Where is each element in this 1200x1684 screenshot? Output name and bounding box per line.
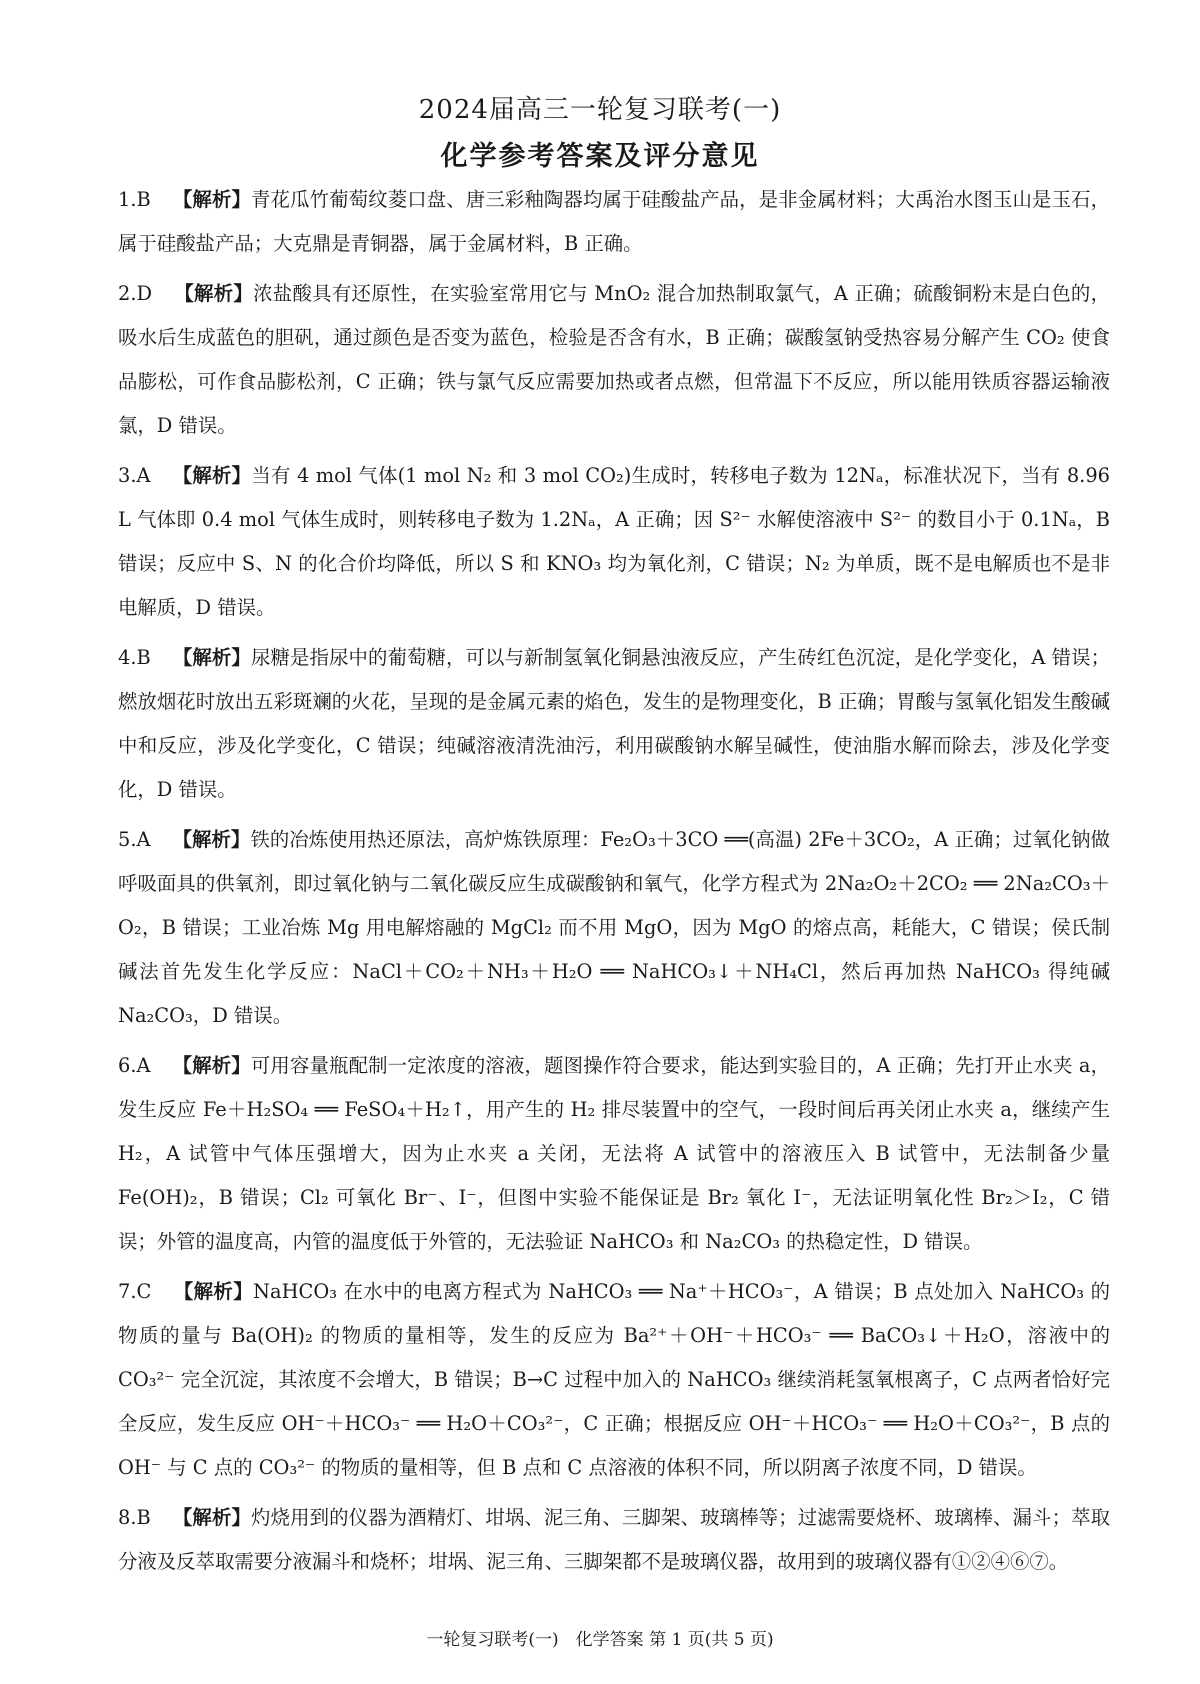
answer-item-6	[118, 1044, 1110, 1264]
answer-number: 1.B	[118, 188, 151, 211]
answer-list	[118, 178, 1110, 1584]
analysis-keyword: 【解析】	[172, 646, 251, 669]
answer-explanation: 灼烧用到的仪器为酒精灯、坩埚、泥三角、三脚架、玻璃棒等；过滤需要烧杯、玻璃棒、漏斗；萃取分液及反萃取需要分液漏斗和烧杯；坩埚、泥三角、三脚架都不是玻璃仪器，故用到的玻璃仪器有①②④⑥⑦。	[118, 1506, 1111, 1573]
answer-number: 5.A	[118, 828, 151, 851]
answer-explanation: 尿糖是指尿中的葡萄糖，可以与新制氢氧化铜悬浊液反应，产生砖红色沉淀，是化学变化，A 错误；燃放烟花时放出五彩斑斓的火花，呈现的是金属元素的焰色，发生的是物理变化，B 正确；胃酸与氢氧化铝发生酸碱中和反应，涉及化学变化，C 错误；纯碱溶液清洗油污，利用碳酸钠水解呈碱性，使油脂水解而除去，涉及化学变化，D 错误。	[118, 646, 1111, 801]
answer-number: 7.C	[118, 1280, 152, 1303]
answer-explanation: 浓盐酸具有还原性，在实验室常用它与 MnO₂ 混合加热制取氯气，A 正确；硫酸铜粉末是白色的，吸水后生成蓝色的胆矾，通过颜色是否变为蓝色，检验是否含有水，B 正确；碳酸氢钠受热容易分解产生 CO₂ 使食品膨松，可作食品膨松剂，C 正确；铁与氯气反应需要加热或者点燃，但常温下不反应，所以能用铁质容器运输液氯，D 错误。	[118, 282, 1110, 437]
answer-item-1	[118, 178, 1110, 266]
answer-number: 3.A	[118, 464, 151, 487]
answer-number: 2.D	[118, 282, 153, 305]
answer-key-heading: 化学参考答案及评分意见	[440, 141, 760, 172]
answer-explanation: 青花瓜竹葡萄纹菱口盘、唐三彩釉陶器均属于硅酸盐产品，是非金属材料；大禹治水图玉山是玉石，属于硅酸盐产品；大克鼎是青铜器，属于金属材料，B 正确。	[118, 188, 1111, 255]
answer-explanation: 当有 4 mol 气体(1 mol N₂ 和 3 mol CO₂)生成时，转移电子数为 12Nₐ，标准状况下，当有 8.96 L 气体即 0.4 mol 气体生成时，则转移电子数为 1.2Nₐ，A 正确；因 S²⁻ 水解使溶液中 S²⁻ 的数目小于 0.1Nₐ，B 错误；反应中 S、N 的化合价均降低，所以 S 和 KNO₃ 均为氧化剂，C 错误；N₂ 为单质，既不是电解质也不是非电解质，D 错误。	[118, 464, 1111, 619]
answer-explanation: 铁的冶炼使用热还原法，高炉炼铁原理：Fe₂O₃＋3CO ══(高温) 2Fe＋3CO₂，A 正确；过氧化钠做呼吸面具的供氧剂，即过氧化钠与二氧化碳反应生成碳酸钠和氧气，化学方程式为 2Na₂O₂＋2CO₂ ══ 2Na₂CO₃＋O₂，B 错误；工业冶炼 Mg 用电解熔融的 MgCl₂ 而不用 MgO，因为 MgO 的熔点高，耗能大，C 错误；侯氏制碱法首先发生化学反应：NaCl＋CO₂＋NH₃＋H₂O ══ NaHCO₃↓＋NH₄Cl，然后再加热 NaHCO₃ 得纯碱 Na₂CO₃，D 错误。	[118, 828, 1111, 1027]
answer-item-2	[118, 272, 1110, 448]
analysis-keyword: 【解析】	[172, 1054, 251, 1077]
analysis-keyword: 【解析】	[172, 464, 252, 487]
answer-item-3	[118, 454, 1110, 630]
answer-number: 8.B	[118, 1506, 151, 1529]
analysis-keyword: 【解析】	[173, 1280, 254, 1303]
analysis-keyword: 【解析】	[174, 282, 254, 305]
analysis-keyword: 【解析】	[172, 188, 252, 211]
answer-item-4	[118, 636, 1110, 812]
page-footer: 一轮复习联考(一) 化学答案 第 1 页(共 5 页)	[426, 1630, 774, 1650]
answer-item-8	[118, 1496, 1110, 1584]
analysis-keyword: 【解析】	[172, 1506, 252, 1529]
answer-number: 6.A	[118, 1054, 151, 1077]
answer-number: 4.B	[118, 646, 151, 669]
exam-title: 2024届高三一轮复习联考(一)	[418, 95, 782, 125]
answer-item-7	[118, 1270, 1110, 1490]
answer-explanation: NaHCO₃ 在水中的电离方程式为 NaHCO₃ ══ Na⁺＋HCO₃⁻，A 错误；B 点处加入 NaHCO₃ 的物质的量与 Ba(OH)₂ 的物质的量相等，发生的反应为 Ba²⁺＋OH⁻＋HCO₃⁻ ══ BaCO₃↓＋H₂O，溶液中的 CO₃²⁻ 完全沉淀，其浓度不会增大，B 错误；B→C 过程中加入的 NaHCO₃ 继续消耗氢氧根离子，C 点两者恰好完全反应，发生反应 OH⁻＋HCO₃⁻ ══ H₂O＋CO₃²⁻，C 正确；根据反应 OH⁻＋HCO₃⁻ ══ H₂O＋CO₃²⁻，B 点的 OH⁻ 与 C 点的 CO₃²⁻ 的物质的量相等，但 B 点和 C 点溶液的体积不同，所以阴离子浓度不同，D 错误。	[118, 1280, 1111, 1479]
answer-explanation: 可用容量瓶配制一定浓度的溶液，题图操作符合要求，能达到实验目的，A 正确；先打开止水夹 a，发生反应 Fe＋H₂SO₄ ══ FeSO₄＋H₂↑，用产生的 H₂ 排尽装置中的空气，一段时间后再关闭止水夹 a，继续产生 H₂，A 试管中气体压强增大，因为止水夹 a 关闭，无法将 A 试管中的溶液压入 B 试管中，无法制备少量 Fe(OH)₂，B 错误；Cl₂ 可氧化 Br⁻、I⁻，但图中实验不能保证是 Br₂ 氧化 I⁻，无法证明氧化性 Br₂＞I₂，C 错误；外管的温度高，内管的温度低于外管的，无法验证 NaHCO₃ 和 Na₂CO₃ 的热稳定性，D 错误。	[118, 1054, 1111, 1253]
analysis-keyword: 【解析】	[172, 828, 251, 851]
answer-item-5	[118, 818, 1110, 1038]
